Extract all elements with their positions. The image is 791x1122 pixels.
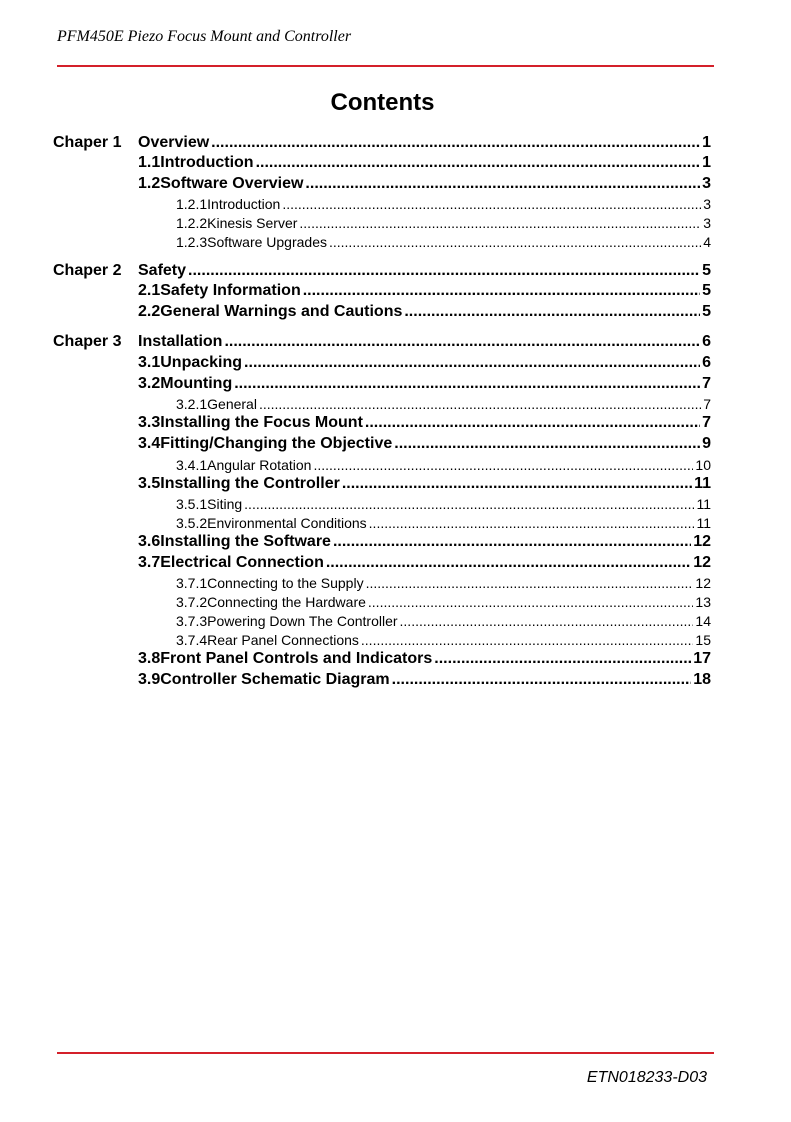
toc-entry-number: 3.8 <box>138 650 161 667</box>
dot-leader <box>299 214 701 232</box>
dot-leader <box>259 395 701 413</box>
toc-entry-title: Connecting the Hardware <box>207 594 366 610</box>
dot-leader <box>211 133 700 153</box>
toc-page-number: 11 <box>694 475 711 492</box>
toc-entry-number: 3.5.2 <box>176 515 208 531</box>
toc-section-entry[interactable] <box>138 353 711 373</box>
toc-page-number: 5 <box>702 303 711 320</box>
toc-entry-number: 2.1 <box>138 282 161 299</box>
toc-entry-number: 2.2 <box>138 303 161 320</box>
toc-entry-title: Connecting to the Supply <box>207 575 364 591</box>
toc-entry-title: Safety Information <box>160 282 301 299</box>
toc-entry-title: Powering Down The Controller <box>207 613 398 629</box>
toc-entry-number: 3.5 <box>138 475 161 492</box>
toc-entry-number: 1.2.1 <box>176 196 208 212</box>
toc-entry-title: Unpacking <box>160 354 243 371</box>
toc-entry-title: General Warnings and Cautions <box>160 303 403 320</box>
dot-leader <box>342 474 692 494</box>
toc-section-entry[interactable] <box>138 413 711 433</box>
toc-page-number: 12 <box>693 533 711 550</box>
toc-entry-number: 3.7.2 <box>176 594 208 610</box>
toc-page-number: 1 <box>702 134 711 151</box>
toc-section-entry[interactable] <box>138 302 711 322</box>
toc-page-number: 11 <box>696 496 711 512</box>
toc-page-number: 1 <box>702 154 711 171</box>
dot-leader <box>224 332 700 352</box>
toc-entry-title: Electrical Connection <box>160 554 324 571</box>
toc-entry-number: 3.4.1 <box>176 457 208 473</box>
toc-entry-number: 3.7.1 <box>176 575 208 591</box>
toc-entry-title: Introduction <box>160 154 254 171</box>
toc-entry-title: Installation <box>138 333 223 350</box>
toc-subsection-entry[interactable] <box>138 593 711 611</box>
toc-section-entry[interactable] <box>138 174 711 194</box>
dot-leader <box>368 593 694 611</box>
dot-leader <box>188 261 700 281</box>
toc-entry-number: 3.6 <box>138 533 161 550</box>
toc-section-entry[interactable] <box>138 553 711 573</box>
toc-page-number: 3 <box>702 175 711 192</box>
toc-page-number: 11 <box>696 515 711 531</box>
toc-page-number: 17 <box>693 650 711 667</box>
toc-entry-number: 1.2.2 <box>176 215 208 231</box>
toc-section-entry[interactable] <box>138 153 711 173</box>
toc-page-number: 6 <box>702 354 711 371</box>
toc-entry-number: 1.1 <box>138 154 161 171</box>
toc-entry-title: Mounting <box>160 375 233 392</box>
toc-entry-number: 3.4 <box>138 435 161 452</box>
toc-entry-number: 3.2 <box>138 375 161 392</box>
toc-page-number: 15 <box>695 632 711 648</box>
dot-leader <box>392 670 692 690</box>
dot-leader <box>434 649 691 669</box>
toc-subsection-entry[interactable] <box>138 631 711 649</box>
footer-rule <box>57 1052 714 1054</box>
toc-entry-number: 3.5.1 <box>176 496 208 512</box>
toc-section-entry[interactable] <box>138 434 711 454</box>
toc-entry-title: Safety <box>138 262 187 279</box>
toc-page-number: 5 <box>702 282 711 299</box>
toc-section-entry[interactable] <box>138 649 711 669</box>
toc-page-number: 18 <box>693 671 711 688</box>
toc-page-number: 5 <box>702 262 711 279</box>
toc-entry-title: Rear Panel Connections <box>207 632 359 648</box>
toc-entry-number: 3.1 <box>138 354 161 371</box>
toc-entry-number: 3.2.1 <box>176 396 208 412</box>
dot-leader <box>365 413 700 433</box>
toc-entry-title: General <box>207 396 257 412</box>
dot-leader <box>404 302 700 322</box>
toc-page-number: 7 <box>702 375 711 392</box>
toc-section-entry[interactable] <box>138 281 711 301</box>
chapter-label: Chaper 3 <box>53 333 122 350</box>
toc-section-entry[interactable] <box>138 474 711 494</box>
toc-entry-number: 1.2.3 <box>176 234 208 250</box>
dot-leader <box>333 532 691 552</box>
toc-chapter-entry[interactable] <box>138 133 711 153</box>
toc-page-number: 12 <box>695 575 711 591</box>
toc-subsection-entry[interactable] <box>138 514 711 532</box>
dot-leader <box>305 174 700 194</box>
toc-page-number: 9 <box>702 435 711 452</box>
toc-entry-title: Installing the Focus Mount <box>160 414 363 431</box>
toc-page-number: 3 <box>703 215 711 231</box>
toc-entry-number: 3.9 <box>138 671 161 688</box>
toc-entry-number: 3.7.3 <box>176 613 208 629</box>
toc-entry-title: Front Panel Controls and Indicators <box>160 650 433 667</box>
toc-entry-title: Siting <box>207 496 243 512</box>
toc-entry-title: Controller Schematic Diagram <box>160 671 390 688</box>
toc-entry-title: Software Upgrades <box>207 234 327 250</box>
toc-entry-title: Environmental Conditions <box>207 515 367 531</box>
dot-leader <box>400 612 694 630</box>
toc-section-entry[interactable] <box>138 532 711 552</box>
toc-subsection-entry[interactable] <box>138 495 711 513</box>
dot-leader <box>394 434 700 454</box>
dot-leader <box>366 574 694 592</box>
toc-page-number: 3 <box>703 196 711 212</box>
toc-section-entry[interactable] <box>138 670 711 690</box>
toc-entry-number: 1.2 <box>138 175 161 192</box>
dot-leader <box>369 514 695 532</box>
dot-leader <box>329 233 701 251</box>
toc-entry-number: 3.3 <box>138 414 161 431</box>
header-rule <box>57 65 714 67</box>
dot-leader <box>313 456 693 474</box>
dot-leader <box>244 495 694 513</box>
toc-entry-title: Fitting/Changing the Objective <box>160 435 393 452</box>
toc-entry-title: Kinesis Server <box>207 215 298 231</box>
toc-entry-title: Installing the Controller <box>160 475 340 492</box>
dot-leader <box>326 553 691 573</box>
toc-subsection-entry[interactable] <box>138 574 711 592</box>
toc-entry-title: Overview <box>138 134 210 151</box>
dot-leader <box>244 353 700 373</box>
toc-entry-title: Software Overview <box>160 175 304 192</box>
toc-page-number: 7 <box>702 414 711 431</box>
toc-subsection-entry[interactable] <box>138 612 711 630</box>
page-title: Contents <box>330 89 435 116</box>
toc-page-number: 10 <box>695 457 711 473</box>
toc-chapter-entry[interactable] <box>138 261 711 281</box>
toc-subsection-entry[interactable] <box>138 233 711 251</box>
toc-page-number: 14 <box>695 613 711 629</box>
toc-page-number: 4 <box>703 234 711 250</box>
dot-leader <box>282 195 701 213</box>
dot-leader <box>303 281 700 301</box>
toc-entry-title: Installing the Software <box>160 533 331 550</box>
toc-page-number: 7 <box>703 396 711 412</box>
toc-page-number: 12 <box>693 554 711 571</box>
toc-entry-title: Introduction <box>207 196 281 212</box>
toc-subsection-entry[interactable] <box>138 195 711 213</box>
dot-leader <box>361 631 694 649</box>
toc-section-entry[interactable] <box>138 374 711 394</box>
toc-subsection-entry[interactable] <box>138 214 711 232</box>
toc-entry-number: 3.7 <box>138 554 161 571</box>
header-title: PFM450E Piezo Focus Mount and Controller <box>57 28 352 45</box>
toc-page-number: 13 <box>695 594 711 610</box>
toc-entry-title: Angular Rotation <box>207 457 312 473</box>
document-code: ETN018233-D03 <box>586 1069 707 1086</box>
chapter-label: Chaper 1 <box>53 134 122 151</box>
dot-leader <box>234 374 700 394</box>
chapter-label: Chaper 2 <box>53 262 122 279</box>
toc-page-number: 6 <box>702 333 711 350</box>
toc-entry-number: 3.7.4 <box>176 632 208 648</box>
dot-leader <box>256 153 701 173</box>
toc-subsection-entry[interactable] <box>138 395 711 413</box>
toc-subsection-entry[interactable] <box>138 456 711 474</box>
toc-chapter-entry[interactable] <box>138 332 711 352</box>
